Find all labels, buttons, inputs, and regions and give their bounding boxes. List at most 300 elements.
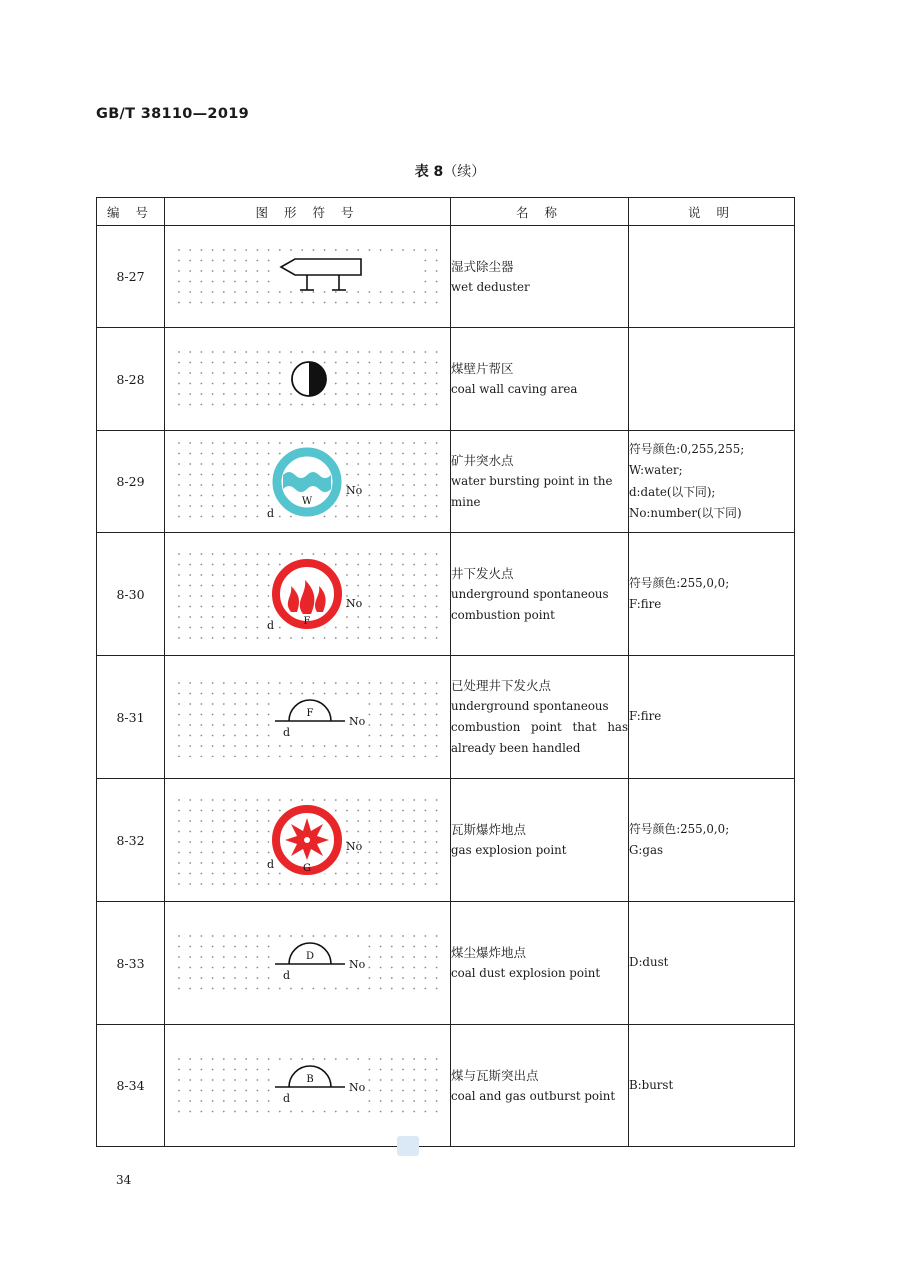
grid-dot (424, 484, 426, 486)
grid-dot (200, 693, 202, 695)
grid-dot (402, 301, 404, 303)
grid-dot (234, 616, 236, 618)
grid-dot (379, 724, 381, 726)
grid-dot (267, 873, 269, 875)
grid-dot (200, 494, 202, 496)
grid-dot (402, 351, 404, 353)
table-row (97, 1025, 795, 1147)
grid-dot (234, 595, 236, 597)
grid-dot (178, 841, 180, 843)
grid-dot (200, 585, 202, 587)
grid-dot (211, 967, 213, 969)
grid-dot (189, 564, 191, 566)
grid-dot (222, 505, 224, 507)
grid-dot (256, 473, 258, 475)
grid-dot (357, 553, 359, 555)
grid-dot (211, 935, 213, 937)
grid-dot (211, 977, 213, 979)
grid-dot (413, 452, 415, 454)
grid-dot (424, 259, 426, 261)
grid-dot (189, 831, 191, 833)
grid-dot (357, 362, 359, 364)
grid-dot (234, 735, 236, 737)
grid-dot (267, 564, 269, 566)
grid-dot (178, 564, 180, 566)
symbol-cell (165, 902, 451, 1025)
grid-dot (435, 735, 437, 737)
grid-dot (256, 946, 258, 948)
grid-dot (413, 724, 415, 726)
grid-dot (178, 714, 180, 716)
date-label: d (266, 506, 274, 520)
grid-dot (222, 703, 224, 705)
grid-dot (402, 404, 404, 406)
grid-dot (200, 988, 202, 990)
grid-dot (200, 946, 202, 948)
grid-dot (189, 883, 191, 885)
description-cell (629, 779, 795, 902)
grid-dot (435, 714, 437, 716)
grid-dot (334, 553, 336, 555)
grid-dot (278, 249, 280, 251)
grid-dot (200, 735, 202, 737)
grid-dot (222, 756, 224, 757)
grid-dot (424, 393, 426, 395)
grid-dot (390, 873, 392, 875)
grid-dot (256, 442, 258, 444)
grid-dot (211, 595, 213, 597)
grid-dot (245, 1110, 247, 1112)
grid-dot (256, 735, 258, 737)
grid-dot (402, 1058, 404, 1060)
grid-dot (245, 883, 247, 885)
grid-dot (211, 1079, 213, 1081)
grid-dot (301, 756, 303, 757)
grid-dot (424, 745, 426, 747)
grid-dot (402, 627, 404, 629)
grid-dot (424, 1110, 426, 1112)
grid-dot (211, 505, 213, 507)
grid-dot (301, 249, 303, 251)
grid-dot (346, 693, 348, 695)
grid-dot (379, 1100, 381, 1102)
grid-dot (256, 935, 258, 937)
grid-dot (379, 505, 381, 507)
grid-dot (334, 682, 336, 684)
grid-dot (256, 862, 258, 864)
grid-dot (178, 810, 180, 812)
grid-dot (256, 280, 258, 282)
symbol-cell (165, 226, 451, 328)
grid-dot (211, 946, 213, 948)
grid-dot (413, 351, 415, 353)
grid-dot (189, 1058, 191, 1060)
grid-dot (390, 1089, 392, 1091)
grid-dot (368, 473, 370, 475)
grid-dot (267, 810, 269, 812)
grid-dot (189, 703, 191, 705)
name-en: wet deduster (451, 279, 530, 294)
grid-dot (368, 946, 370, 948)
grid-dot (200, 249, 202, 251)
grid-dot (200, 404, 202, 406)
grid-dot (424, 351, 426, 353)
grid-dot (368, 404, 370, 406)
grid-dot (424, 841, 426, 843)
grid-dot (435, 1100, 437, 1102)
grid-dot (222, 463, 224, 465)
symbol-cell (165, 533, 451, 656)
grid-dot (379, 1079, 381, 1081)
grid-dot (178, 637, 180, 639)
grid-dot (222, 1110, 224, 1112)
grid-dot (368, 616, 370, 618)
grid-dot (334, 1110, 336, 1112)
grid-dot (234, 1110, 236, 1112)
grid-dot (402, 756, 404, 757)
grid-dot (379, 515, 381, 517)
grid-dot (312, 301, 314, 303)
grid-dot (222, 841, 224, 843)
grid-dot (424, 693, 426, 695)
grid-dot (234, 1058, 236, 1060)
grid-dot (200, 463, 202, 465)
grid-dot (222, 745, 224, 747)
grid-dot (256, 1068, 258, 1070)
grid-dot (211, 280, 213, 282)
grid-dot (346, 745, 348, 747)
grid-dot (402, 682, 404, 684)
grid-dot (234, 383, 236, 385)
grid-dot (267, 616, 269, 618)
grid-dot (424, 564, 426, 566)
grid-dot (413, 1089, 415, 1091)
grid-dot (267, 291, 269, 293)
grid-dot (424, 553, 426, 555)
grid-dot (189, 616, 191, 618)
name-en: water bursting point in the (451, 474, 613, 488)
grid-dot (278, 442, 280, 444)
symbol-cell (165, 656, 451, 779)
grid-dot (222, 404, 224, 406)
grid-dot (222, 606, 224, 608)
grid-dot (390, 1100, 392, 1102)
table-caption-continued: （续） (443, 164, 486, 180)
grid-dot (222, 810, 224, 812)
grid-dot (368, 393, 370, 395)
grid-dot (323, 799, 325, 801)
grid-dot (379, 249, 381, 251)
grid-dot (267, 693, 269, 695)
grid-dot (189, 637, 191, 639)
grid-dot (245, 693, 247, 695)
symbol-letter: W (301, 495, 312, 507)
grid-dot (390, 515, 392, 517)
grid-dot (402, 515, 404, 517)
grid-dot (346, 1058, 348, 1060)
description-cell (629, 902, 795, 1025)
grid-dot (200, 553, 202, 555)
grid-dot (256, 988, 258, 990)
grid-dot (390, 703, 392, 705)
grid-dot (245, 372, 247, 374)
description-cell (629, 431, 795, 533)
grid-dot (413, 756, 415, 757)
grid-dot (234, 693, 236, 695)
grid-dot (245, 351, 247, 353)
grid-dot (413, 1100, 415, 1102)
grid-dot (323, 988, 325, 990)
grid-dot (379, 585, 381, 587)
grid-dot (424, 606, 426, 608)
grid-dot (402, 831, 404, 833)
grid-dot (278, 372, 280, 374)
grid-dot (267, 585, 269, 587)
grid-dot (267, 956, 269, 958)
grid-dot (222, 473, 224, 475)
grid-dot (435, 259, 437, 261)
grid-dot (379, 383, 381, 385)
grid-dot (278, 799, 280, 801)
grid-dot (200, 362, 202, 364)
grid-dot (357, 627, 359, 629)
grid-dot (312, 351, 314, 353)
grid-dot (256, 967, 258, 969)
handled-fire-icon (173, 677, 443, 757)
grid-dot (222, 820, 224, 822)
grid-dot (402, 616, 404, 618)
grid-dot (390, 442, 392, 444)
grid-dot (435, 606, 437, 608)
grid-dot (222, 362, 224, 364)
grid-dot (245, 249, 247, 251)
grid-dot (424, 585, 426, 587)
grid-dot (334, 745, 336, 747)
grid-dot (256, 564, 258, 566)
grid-dot (178, 280, 180, 282)
grid-dot (323, 745, 325, 747)
grid-dot (334, 383, 336, 385)
grid-dot (413, 873, 415, 875)
grid-dot (435, 1110, 437, 1112)
grid-dot (435, 627, 437, 629)
grid-dot (189, 810, 191, 812)
grid-dot (189, 745, 191, 747)
grid-dot (357, 988, 359, 990)
grid-dot (178, 362, 180, 364)
grid-dot (368, 372, 370, 374)
grid-dot (222, 515, 224, 517)
grid-dot (390, 494, 392, 496)
grid-dot (245, 484, 247, 486)
grid-dot (413, 745, 415, 747)
grid-dot (424, 682, 426, 684)
grid-dot (245, 574, 247, 576)
grid-dot (312, 1058, 314, 1060)
table-caption (0, 161, 900, 181)
grid-dot (357, 935, 359, 937)
grid-dot (267, 745, 269, 747)
grid-dot (267, 637, 269, 639)
grid-dot (334, 756, 336, 757)
grid-dot (290, 637, 292, 639)
grid-dot (290, 883, 292, 885)
grid-dot (211, 383, 213, 385)
grid-dot (368, 494, 370, 496)
grid-dot (211, 852, 213, 854)
grid-dot (256, 745, 258, 747)
grid-dot (323, 442, 325, 444)
grid-dot (211, 714, 213, 716)
grid-dot (357, 831, 359, 833)
grid-dot (334, 404, 336, 406)
grid-dot (390, 564, 392, 566)
grid-dot (222, 452, 224, 454)
grid-dot (290, 553, 292, 555)
grid-dot (368, 852, 370, 854)
name-zh: 煤尘爆炸地点 (451, 945, 527, 960)
grid-dot (357, 883, 359, 885)
grid-dot (256, 291, 258, 293)
grid-dot (413, 852, 415, 854)
grid-dot (301, 799, 303, 801)
name-en: coal dust explosion point (451, 966, 601, 980)
grid-dot (402, 1079, 404, 1081)
grid-dot (211, 564, 213, 566)
grid-dot (245, 463, 247, 465)
grid-dot (402, 693, 404, 695)
grid-dot (189, 249, 191, 251)
grid-dot (256, 404, 258, 406)
grid-dot (334, 515, 336, 517)
grid-dot (211, 637, 213, 639)
grid-dot (189, 724, 191, 726)
grid-dot (234, 988, 236, 990)
grid-dot (222, 637, 224, 639)
grid-dot (346, 756, 348, 757)
grid-dot (402, 637, 404, 639)
grid-dot (189, 988, 191, 990)
grid-dot (200, 505, 202, 507)
grid-dot (390, 249, 392, 251)
grid-dot (189, 1079, 191, 1081)
grid-dot (357, 810, 359, 812)
grid-dot (435, 585, 437, 587)
grid-dot (256, 616, 258, 618)
grid-dot (200, 714, 202, 716)
grid-dot (290, 682, 292, 684)
grid-dot (211, 616, 213, 618)
grid-dot (256, 259, 258, 261)
grid-dot (189, 291, 191, 293)
grid-dot (178, 693, 180, 695)
name-zh: 矿井突水点 (451, 453, 514, 468)
grid-dot (413, 393, 415, 395)
grid-dot (245, 988, 247, 990)
grid-dot (200, 301, 202, 303)
grid-dot (334, 873, 336, 875)
grid-dot (413, 372, 415, 374)
name-en: mine (451, 495, 481, 509)
grid-dot (234, 1079, 236, 1081)
grid-dot (301, 291, 303, 293)
note-line: 符号颜色:0,255,255; (629, 441, 745, 456)
grid-dot (245, 383, 247, 385)
grid-dot (256, 351, 258, 353)
grid-dot (256, 627, 258, 629)
grid-dot (267, 553, 269, 555)
grid-dot (379, 862, 381, 864)
grid-dot (200, 351, 202, 353)
grid-dot (435, 270, 437, 272)
grid-dot (222, 301, 224, 303)
grid-dot (256, 810, 258, 812)
dust-explosion-icon (173, 930, 443, 996)
grid-dot (334, 637, 336, 639)
grid-dot (267, 574, 269, 576)
grid-dot (424, 820, 426, 822)
grid-dot (178, 404, 180, 406)
grid-dot (312, 883, 314, 885)
grid-dot (178, 463, 180, 465)
grid-dot (379, 810, 381, 812)
note-line: W:water; (629, 463, 683, 477)
grid-dot (379, 301, 381, 303)
grid-dot (424, 873, 426, 875)
grid-dot (379, 484, 381, 486)
grid-dot (301, 693, 303, 695)
grid-dot (323, 291, 325, 293)
grid-dot (200, 637, 202, 639)
grid-dot (178, 703, 180, 705)
grid-dot (357, 873, 359, 875)
name-cell (451, 533, 629, 656)
grid-dot (178, 372, 180, 374)
table-row (97, 902, 795, 1025)
grid-dot (435, 956, 437, 958)
name-en: gas explosion point (451, 843, 567, 857)
grid-dot (211, 442, 213, 444)
grid-dot (245, 637, 247, 639)
grid-dot (334, 1058, 336, 1060)
grid-dot (301, 745, 303, 747)
grid-dot (278, 452, 280, 454)
grid-dot (234, 756, 236, 757)
grid-dot (234, 745, 236, 747)
name-en: already been handled (451, 741, 581, 755)
note-line: G:gas (629, 843, 664, 857)
grid-dot (413, 967, 415, 969)
grid-dot (200, 627, 202, 629)
grid-dot (245, 270, 247, 272)
grid-dot (424, 883, 426, 885)
grid-dot (222, 280, 224, 282)
grid-dot (334, 372, 336, 374)
grid-dot (178, 735, 180, 737)
grid-dot (245, 259, 247, 261)
grid-dot (402, 595, 404, 597)
table-row (97, 533, 795, 656)
grid-dot (178, 831, 180, 833)
grid-dot (435, 883, 437, 885)
grid-dot (368, 873, 370, 875)
grid-dot (245, 505, 247, 507)
description-cell (629, 1025, 795, 1147)
grid-dot (200, 682, 202, 684)
grid-dot (222, 1068, 224, 1070)
grid-dot (222, 1089, 224, 1091)
grid-dot (245, 1058, 247, 1060)
